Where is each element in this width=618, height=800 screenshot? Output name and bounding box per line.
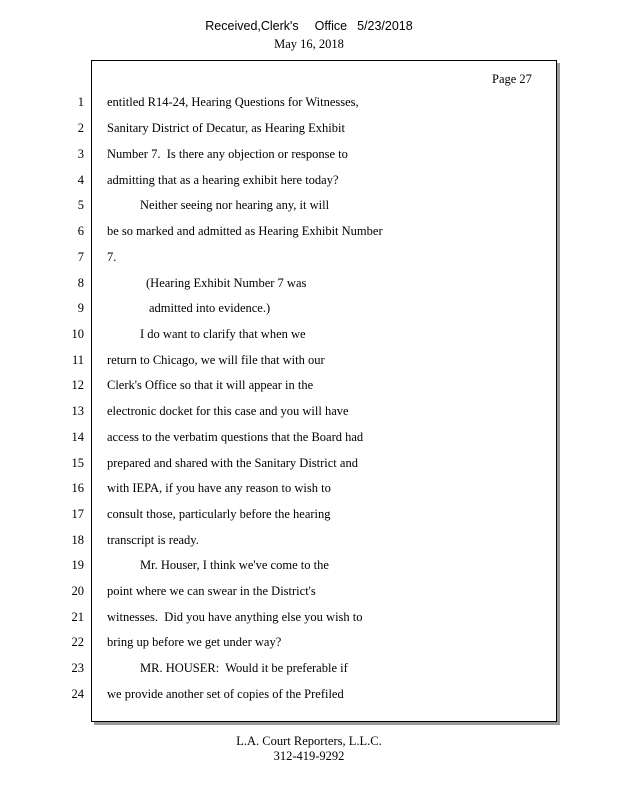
transcript-line: prepared and shared with the Sanitary District and: [107, 456, 358, 470]
stamp-office: Office: [314, 19, 348, 33]
transcript-line: admitting that as a hearing exhibit here today?: [107, 173, 339, 187]
transcript-line: point where we can swear in the District's: [107, 584, 316, 598]
line-number: 22: [71, 635, 84, 649]
line-number: 16: [71, 481, 84, 495]
transcript-line: Mr. Houser, I think we've come to the: [140, 558, 329, 572]
line-number: 4: [77, 173, 84, 187]
line-number: 7: [77, 250, 84, 264]
line-number: 10: [71, 327, 84, 341]
transcript-line: witnesses. Did you have anything else you wish to: [107, 610, 363, 624]
transcript-line: we provide another set of copies of the Prefiled: [107, 687, 344, 701]
transcript-line: with IEPA, if you have any reason to wish to: [107, 481, 331, 495]
line-number: 13: [71, 404, 84, 418]
transcript-line: Sanitary District of Decatur, as Hearing Exhibit: [107, 121, 345, 135]
line-number: 3: [77, 147, 84, 161]
transcript-line: MR. HOUSER: Would it be preferable if: [140, 661, 348, 675]
transcript-line: bring up before we get under way?: [107, 635, 282, 649]
transcript-line: I do want to clarify that when we: [140, 327, 306, 341]
stamp-date: 5/23/2018: [357, 19, 413, 33]
transcript-line: return to Chicago, we will file that with our: [107, 353, 325, 367]
line-number: 11: [71, 353, 84, 367]
line-number: 18: [71, 533, 84, 547]
transcript-line: (Hearing Exhibit Number 7 was: [146, 276, 307, 290]
line-number: 23: [71, 661, 84, 675]
line-number: 1: [77, 95, 84, 109]
transcript-line: transcript is ready.: [107, 533, 199, 547]
transcript-line: electronic docket for this case and you will have: [107, 404, 349, 418]
transcript-line: consult those, particularly before the hearing: [107, 507, 331, 521]
line-number: 6: [77, 224, 84, 238]
reporter-company: L.A. Court Reporters, L.L.C.: [236, 734, 382, 748]
line-number: 2: [77, 121, 84, 135]
transcript-line: admitted into evidence.): [149, 301, 271, 315]
line-number: 5: [77, 198, 84, 212]
line-number: 15: [71, 456, 84, 470]
hearing-date: May 16, 2018: [274, 37, 344, 51]
transcript-line: entitled R14-24, Hearing Questions for Witnesses,: [107, 95, 359, 109]
stamp-received: Received,Clerk's: [205, 19, 299, 33]
line-number: 12: [71, 378, 84, 392]
page-number: Page 27: [492, 72, 532, 86]
line-number: 19: [71, 558, 84, 572]
line-number: 9: [77, 301, 84, 315]
received-stamp: [0, 19, 618, 33]
transcript-line: Number 7. Is there any objection or response to: [107, 147, 348, 161]
line-number: 24: [71, 687, 84, 701]
transcript-line: be so marked and admitted as Hearing Exhibit Number: [107, 224, 383, 238]
line-number: 14: [71, 430, 84, 444]
transcript-line: 7.: [107, 250, 117, 264]
line-number: 20: [71, 584, 84, 598]
transcript-line: Neither seeing nor hearing any, it will: [140, 198, 330, 212]
line-number: 8: [77, 276, 84, 290]
line-number: 17: [71, 507, 84, 521]
transcript-line: access to the verbatim questions that the Board had: [107, 430, 364, 444]
line-number: 21: [71, 610, 84, 624]
transcript-line: Clerk's Office so that it will appear in the: [107, 378, 314, 392]
reporter-phone: 312-419-9292: [273, 749, 345, 763]
